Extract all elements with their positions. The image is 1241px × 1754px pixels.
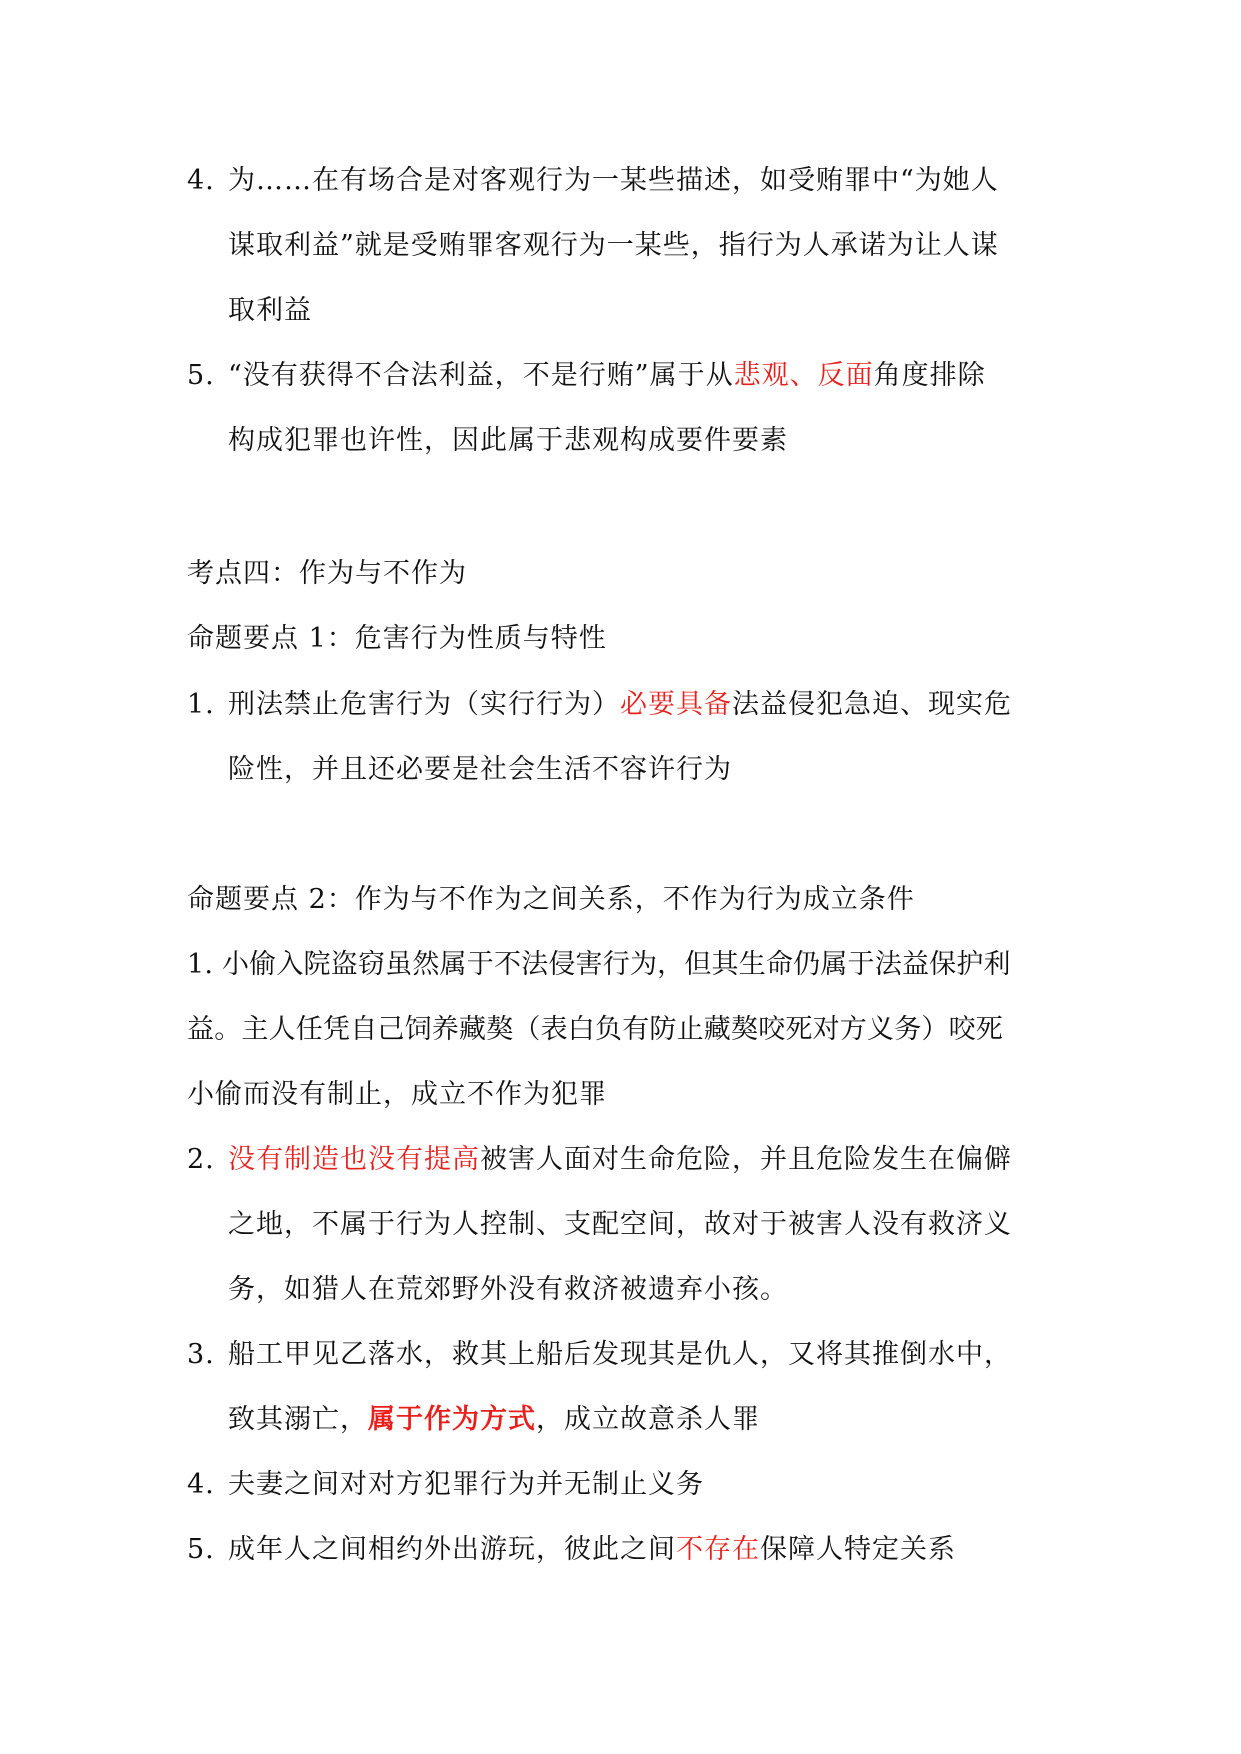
list-item-text: 险性，并且还必要是社会生活不容许行为 bbox=[228, 754, 732, 785]
list-item-number: 4. bbox=[187, 1469, 215, 1500]
text-segment: 角度排除 bbox=[873, 360, 986, 391]
list-item-number: 4. bbox=[187, 165, 215, 196]
text-segment: 成年人之间相约外出游玩，彼此之间 bbox=[228, 1534, 676, 1565]
list-item-number: 1. bbox=[187, 689, 215, 720]
list-item-text: 构成犯罪也许性，因此属于悲观构成要件要素 bbox=[228, 425, 788, 456]
text-segment: 被害人面对生命危险，并且危险发生在偏僻 bbox=[480, 1144, 1012, 1175]
list-item-number: 3. bbox=[187, 1339, 215, 1370]
highlighted-text: 属于作为方式 bbox=[368, 1404, 536, 1435]
text-segment: 法益侵犯急迫、现实危 bbox=[732, 689, 1012, 720]
text-segment: 保障人特定关系 bbox=[760, 1534, 956, 1565]
list-item-text: 之地，不属于行为人控制、支配空间，故对于被害人没有救济义 bbox=[228, 1209, 1012, 1240]
text-segment: “没有获得不合法利益，不是行贿”属于从 bbox=[228, 360, 734, 391]
list-item-text bbox=[228, 1400, 760, 1440]
highlighted-text: 悲观、反面 bbox=[733, 360, 874, 391]
list-item-text bbox=[228, 1140, 1012, 1180]
text-segment: 致其溺亡， bbox=[228, 1404, 368, 1435]
list-item-text: 谋取利益”就是受贿罪客观行为一某些，指行为人承诺为让人谋 bbox=[228, 230, 999, 261]
list-item-text bbox=[228, 356, 986, 396]
list-item-number: 5. bbox=[187, 360, 215, 391]
subsection-heading: 命题要点 2：作为与不作为之间关系，不作为行为成立条件 bbox=[187, 884, 915, 915]
text-segment: ，成立故意杀人罪 bbox=[536, 1404, 760, 1435]
list-item-text: 务，如猎人在荒郊野外没有救济被遗弃小孩。 bbox=[228, 1274, 788, 1305]
list-item-text: 夫妻之间对对方犯罪行为并无制止义务 bbox=[228, 1469, 704, 1500]
list-item-text: 取利益 bbox=[228, 295, 312, 326]
list-item-text: 船工甲见乙落水，救其上船后发现其是仇人，又将其推倒水中， bbox=[228, 1339, 1012, 1370]
subsection-heading: 命题要点 1：危害行为性质与特性 bbox=[187, 623, 607, 654]
highlighted-text: 不存在 bbox=[676, 1534, 760, 1565]
list-item-text bbox=[228, 1530, 956, 1570]
list-item-text: 为……在有场合是对客观行为一某些描述，如受贿罪中“为她人 bbox=[228, 165, 999, 196]
highlighted-text: 必要具备 bbox=[620, 689, 732, 720]
list-item-number: 2. bbox=[187, 1144, 215, 1175]
section-heading: 考点四：作为与不作为 bbox=[187, 558, 467, 589]
highlighted-text: 没有制造也没有提高 bbox=[228, 1144, 480, 1175]
list-item-text: 益。主人任凭自己饲养藏獒（表白负有防止藏獒咬死对方义务）咬死 bbox=[187, 1014, 1003, 1045]
list-item-text bbox=[228, 685, 1012, 725]
text-segment: 刑法禁止危害行为（实行行为） bbox=[228, 689, 620, 720]
list-item-number: 5. bbox=[187, 1534, 215, 1565]
list-item-text: 小偷而没有制止，成立不作为犯罪 bbox=[187, 1079, 607, 1110]
list-item-text: 1. 小偷入院盗窃虽然属于不法侵害行为，但其生命仍属于法益保护利 bbox=[187, 949, 1011, 980]
